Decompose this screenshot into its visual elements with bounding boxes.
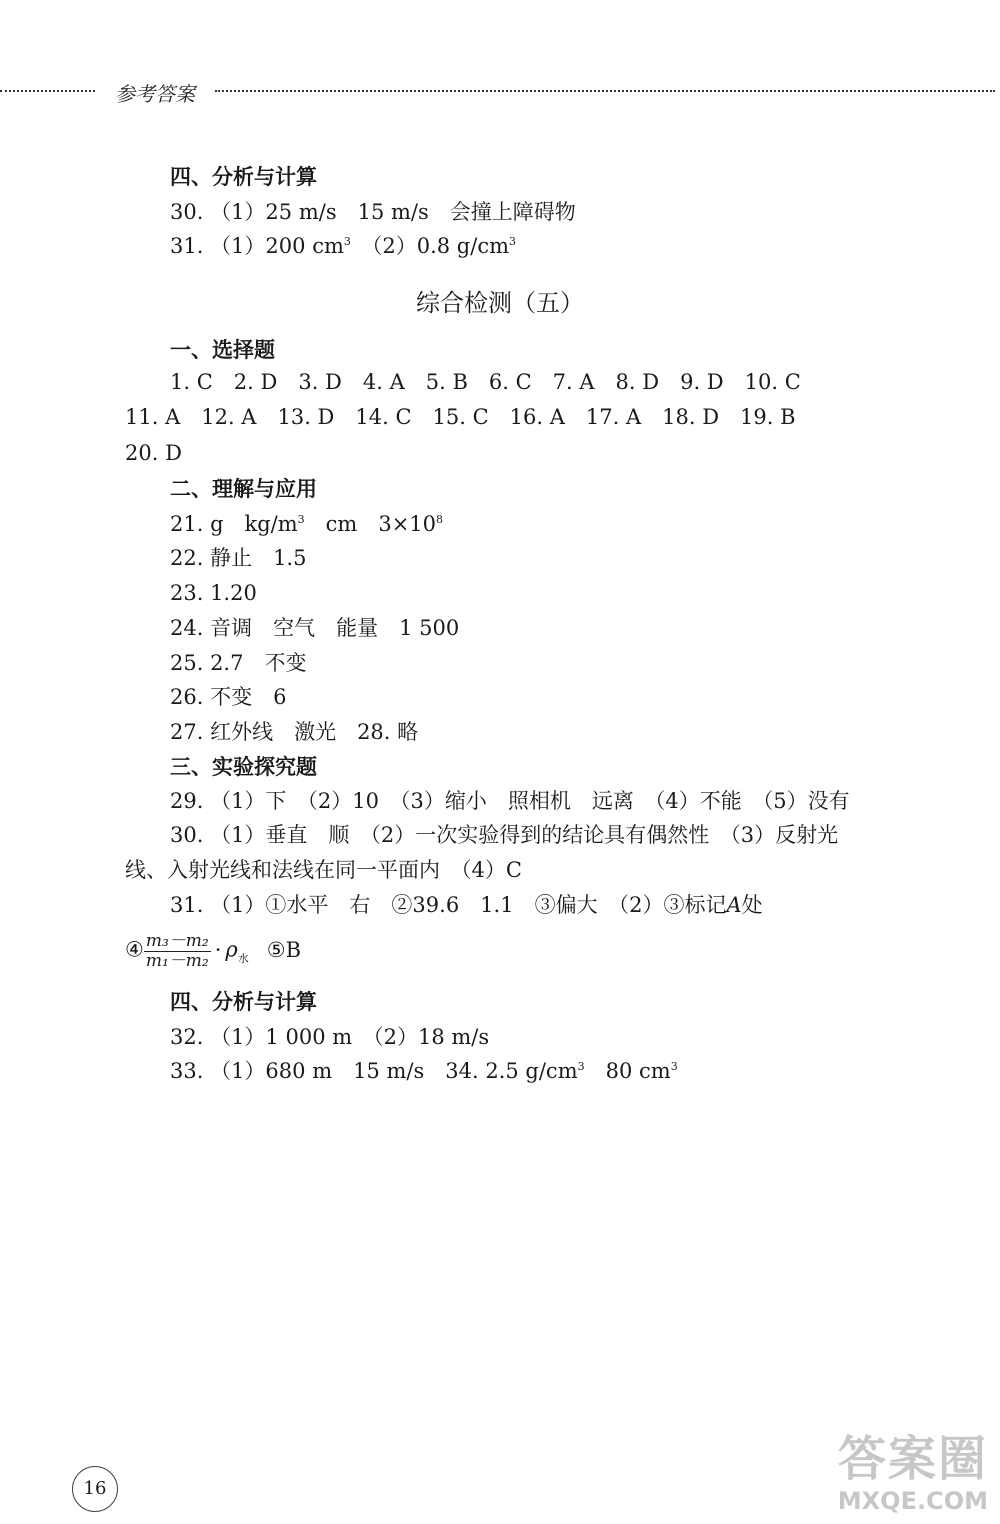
watermark-logo: 答案圈	[837, 1431, 988, 1487]
answer-30-line1: 30. （1）垂直 顺 （2）一次实验得到的结论具有偶然性 （3）反射光	[170, 823, 839, 847]
answer-26: 26. 不变 6	[170, 685, 287, 709]
watermark	[788, 1420, 988, 1515]
answer-31-line2: ④ $\frac{\text{m₃－m₂}}{\text{m₁－m₂}}$ · $\rho_水$ ⑤B	[125, 931, 302, 971]
answer-22: 22. 静止 1.5	[170, 546, 307, 570]
choice-row-2: 11. A 12. A 13. D 14. C 15. C 16. A 17. A 18. D 19. B	[125, 405, 796, 429]
answer-30: 30. （1）25 m/s 15 m/s 会撞上障碍物	[170, 200, 576, 224]
answer-25: 25. 2.7 不变	[170, 651, 307, 675]
page-number: 16	[72, 1466, 118, 1512]
answer-21: 21. g $kg/m^3$ cm $3\times 10^8$	[170, 512, 444, 536]
watermark-url: MXQE.COM	[837, 1487, 988, 1515]
answer-29: 29. （1）下 （2）10 （3）缩小 照相机 远离 （4）不能 （5）没有	[170, 789, 850, 813]
section-heading-analysis-2: 四、分析与计算	[170, 990, 317, 1014]
header-rule-right	[215, 90, 995, 92]
answer-27-28: 27. 红外线 激光 28. 略	[170, 720, 419, 744]
page-title: 综合检测（五）	[416, 289, 584, 317]
answer-31: 31. （1）200 $cm^3$ （2）0.8 $g/cm^3$	[170, 234, 517, 258]
answer-23: 23. 1.20	[170, 581, 257, 605]
section-heading-application: 二、理解与应用	[170, 477, 317, 501]
choice-row-1: 1. C 2. D 3. D 4. A 5. B 6. C 7. A 8. D 9. D 10. C	[170, 370, 801, 394]
answer-31-line1: 31. （1）①水平 右 ②39.6 1.1 ③偏大 （2）③标记A处	[170, 893, 763, 917]
header-label: 参考答案	[115, 82, 195, 106]
answer-32: 32. （1）1 000 m （2）18 m/s	[170, 1025, 490, 1049]
answer-24: 24. 音调 空气 能量 1 500	[170, 616, 460, 640]
answer-30-line2: 线、入射光线和法线在同一平面内 （4）C	[125, 858, 522, 882]
section-heading-choice: 一、选择题	[170, 338, 275, 362]
density-fraction: $\frac{\text{m₃－m₂}}{\text{m₁－m₂}}$	[145, 931, 209, 971]
section-heading-analysis: 四、分析与计算	[170, 165, 317, 189]
header-rule-left	[0, 90, 95, 92]
section-heading-experiment: 三、实验探究题	[170, 755, 317, 779]
answer-33-34: 33. （1）680 m 15 m/s 34. 2.5 $g/cm^3$ 80 $cm^3$	[170, 1059, 678, 1083]
choice-row-3: 20. D	[125, 441, 182, 465]
